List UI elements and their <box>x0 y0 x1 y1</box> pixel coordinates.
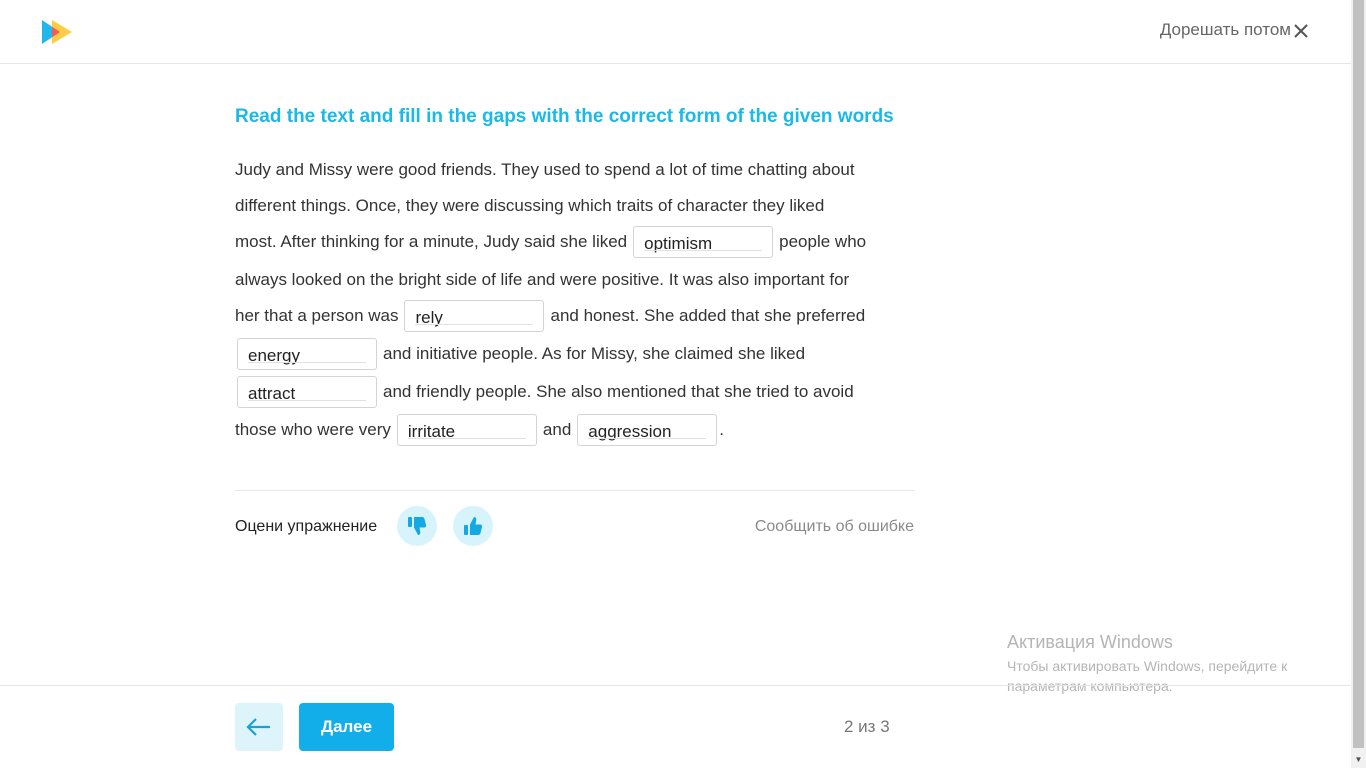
text-fragment: . <box>719 420 725 439</box>
gap-input-attract[interactable]: attract <box>237 376 377 408</box>
text-fragment: and honest. She added that she preferred <box>550 306 866 325</box>
text-line <box>235 373 854 411</box>
next-button[interactable]: Далее <box>299 703 394 751</box>
bottom-bar <box>0 685 1351 769</box>
close-icon[interactable] <box>1292 22 1310 40</box>
solve-later-button[interactable]: Дорешать потом <box>1159 20 1291 39</box>
report-error-link[interactable]: Сообщить об ошибке <box>754 518 914 535</box>
text-fragment: different things. Once, they were discussing which traits of character they liked <box>235 196 825 215</box>
thumbs-up-icon <box>463 516 483 536</box>
gap-input-irritate[interactable]: irritate <box>397 414 537 446</box>
windows-activation-title: Активация Windows <box>1007 632 1173 652</box>
text-fragment: most. After thinking for a minute, Judy said she liked <box>235 232 628 251</box>
text-fragment: and initiative people. As for Missy, she claimed she liked <box>383 344 806 363</box>
like-button[interactable] <box>453 506 493 546</box>
text-line <box>235 223 866 261</box>
exercise-title: Read the text and fill in the gaps with the correct form of the given words <box>235 106 894 127</box>
text-line <box>235 335 805 373</box>
text-fragment: those who were very <box>235 420 391 439</box>
scrollbar-thumb[interactable] <box>1353 0 1364 748</box>
rate-exercise-label: Оцени упражнение <box>235 518 378 535</box>
windows-activation-text: Чтобы активировать Windows, перейдите к параметрам компьютера. <box>1007 658 1288 694</box>
text-line <box>235 151 855 189</box>
text-line <box>235 297 865 335</box>
dislike-button[interactable] <box>397 506 437 546</box>
text-fragment: and <box>542 420 572 439</box>
scroll-down-arrow-icon[interactable]: ▼ <box>1354 755 1363 764</box>
gap-input-optimism[interactable]: optimism <box>633 226 773 258</box>
text-fragment: people who <box>779 232 867 251</box>
text-line <box>235 187 824 225</box>
back-button[interactable] <box>235 703 283 751</box>
scrollbar[interactable] <box>1351 0 1366 768</box>
arrow-left-icon <box>246 717 272 737</box>
text-line <box>235 261 849 299</box>
thumbs-down-icon <box>407 516 427 536</box>
divider <box>235 490 915 491</box>
text-fragment: her that a person was <box>235 306 399 325</box>
text-fragment: always looked on the bright side of life and were positive. It was also important for <box>235 270 850 289</box>
gap-input-aggression[interactable]: aggression <box>577 414 717 446</box>
text-fragment: Judy and Missy were good friends. They used to spend a lot of time chatting about <box>235 160 855 179</box>
gap-input-energy[interactable]: energy <box>237 338 377 370</box>
page-counter: 2 из 3 <box>844 717 890 736</box>
text-fragment: and friendly people. She also mentioned that she tried to avoid <box>383 382 854 401</box>
gap-input-rely[interactable]: rely <box>404 300 544 332</box>
top-bar <box>0 0 1351 64</box>
play-logo-icon[interactable] <box>40 18 76 46</box>
text-line <box>235 411 724 449</box>
